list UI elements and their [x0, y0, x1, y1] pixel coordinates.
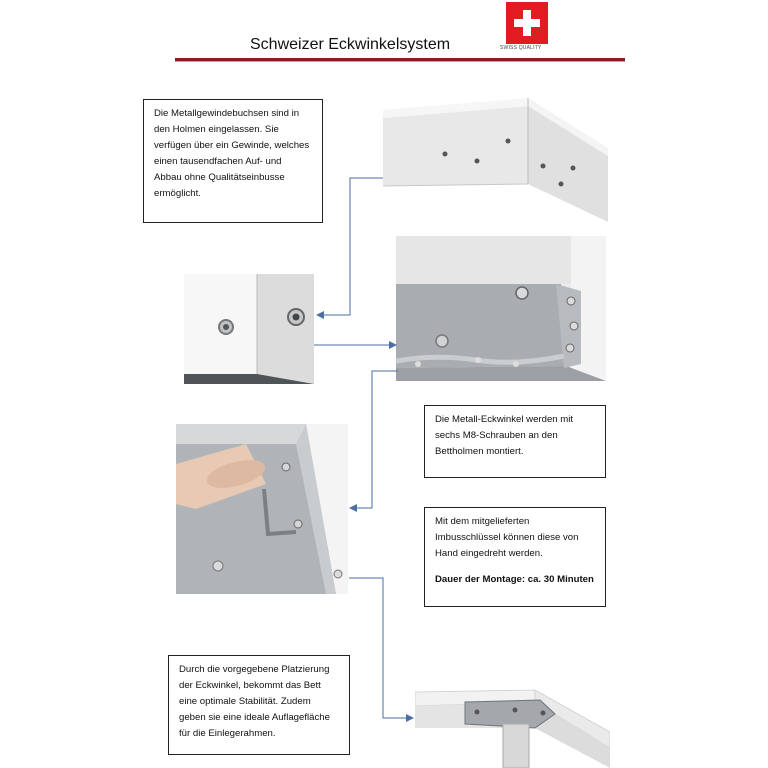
box3-line: Mit dem mitgelieferten — [435, 516, 530, 527]
box3-line: Imbusschlüssel können diese von — [435, 532, 579, 543]
box1-line: Die Metallgewindebuchsen sind in — [154, 108, 300, 119]
box1-line: einen tausendfachen Auf- und — [154, 156, 282, 167]
swiss-quality-label: SWISS QUALITY — [500, 45, 542, 51]
page-title: Schweizer Eckwinkelsystem — [250, 36, 451, 53]
box4-line: eine optimale Stabilität. Zudem — [179, 696, 311, 707]
box1-line: den Holmen eingelassen. Sie — [154, 124, 279, 135]
box1-line: Abbau ohne Qualitätseinbusse — [154, 172, 285, 183]
box1-line: ermöglicht. — [154, 188, 201, 199]
box1-line: verfügen über ein Gewinde, welches — [154, 140, 310, 151]
box2-line: Bettholmen montiert. — [435, 446, 524, 457]
box4-line: geben sie eine ideale Auflagefläche — [179, 712, 330, 723]
box2-line: sechs M8-Schrauben an den — [435, 430, 558, 441]
box2-line: Die Metall-Eckwinkel werden mit — [435, 414, 574, 425]
box4-line: der Eckwinkel, bekommt das Bett — [179, 680, 321, 691]
box3-line: Hand eingedreht werden. — [435, 548, 543, 559]
box4-line: Durch die vorgegebene Platzierung — [179, 664, 330, 675]
assembly-duration: Dauer der Montage: ca. 30 Minuten — [435, 574, 594, 585]
box4-line: für die Einlegerahmen. — [179, 728, 276, 739]
